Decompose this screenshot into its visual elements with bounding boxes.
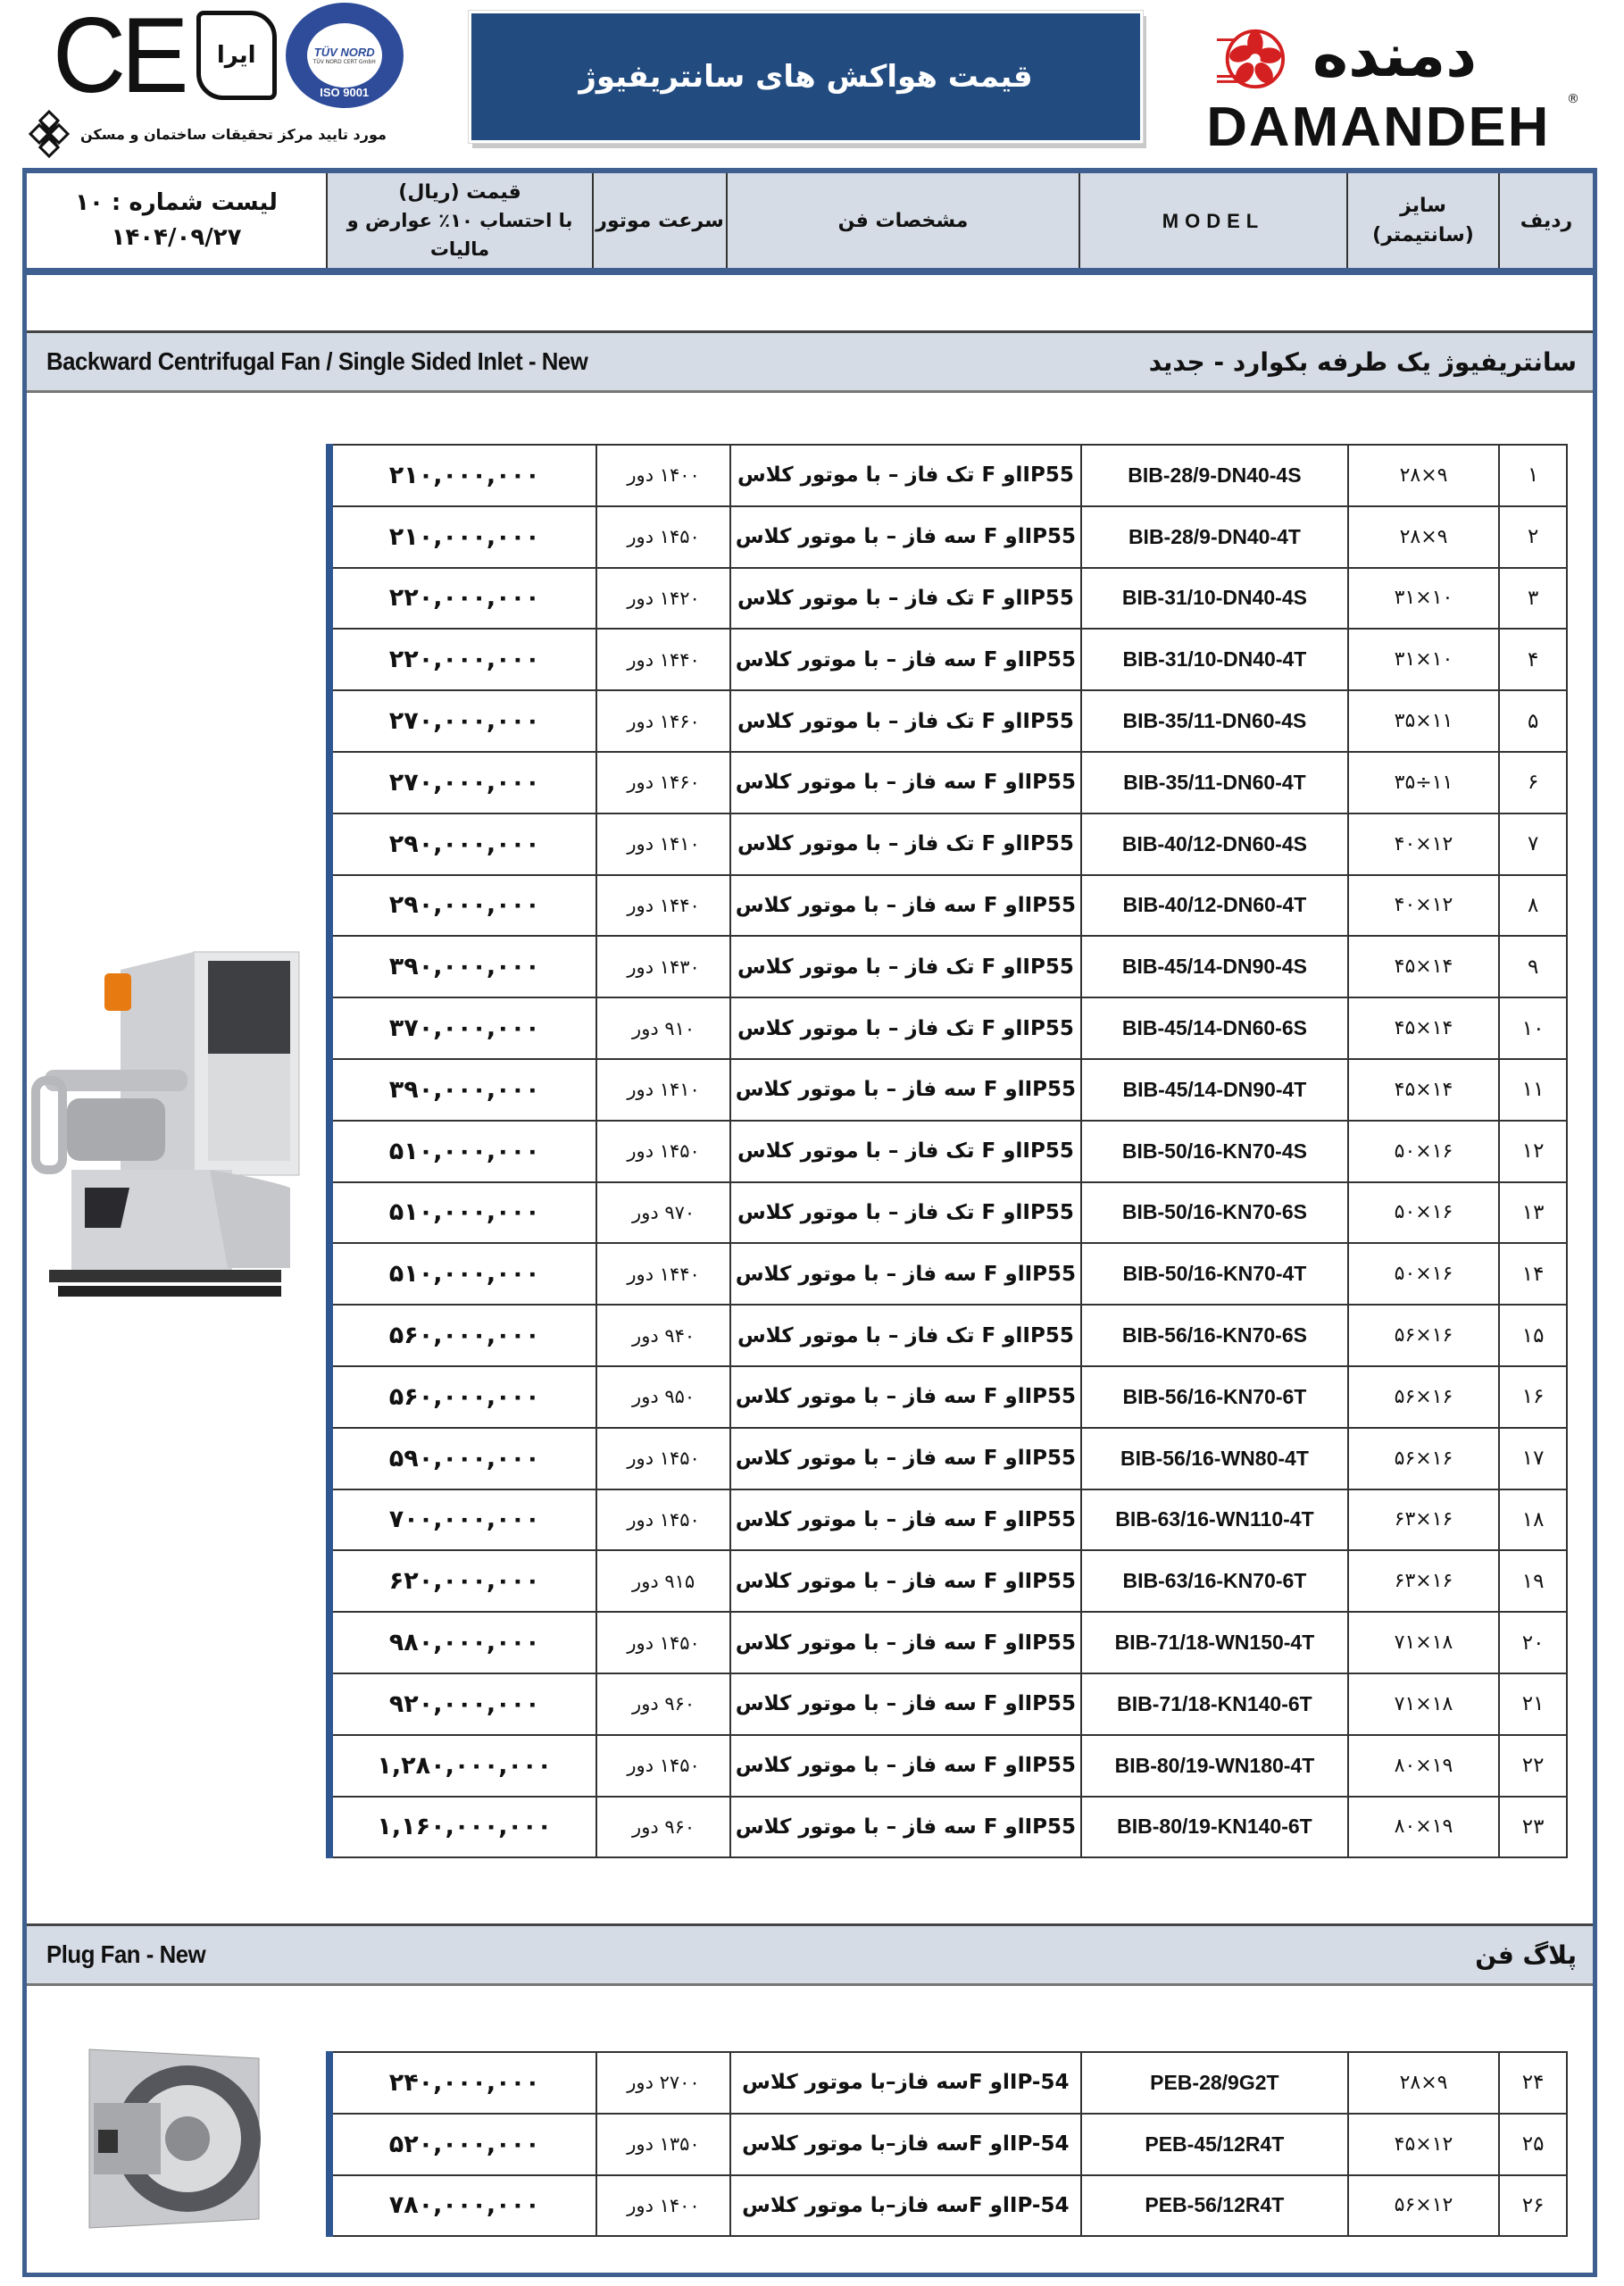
list-number: لیست شماره : ۱۰ [75, 189, 278, 216]
model-cell: BIB-28/9-DN40-4S [1081, 445, 1348, 506]
column-header-speed: سرعت موتور [592, 173, 726, 268]
model-cell: BIB-50/16-KN70-6S [1081, 1182, 1348, 1244]
model-cell: BIB-56/16-WN80-4T [1081, 1428, 1348, 1489]
price-cell: ۲۹۰,۰۰۰,۰۰۰ [329, 813, 596, 875]
motor-speed-cell: ۱۴۰۰ دور [596, 2175, 729, 2237]
section-title-fa: پلاگ فن [1475, 1940, 1577, 1970]
row-number-cell: ۲۳ [1499, 1797, 1567, 1858]
tuv-sub-text: TÜV NORD CERT GmbH [312, 59, 376, 65]
list-date: ۱۴۰۴/۰۹/۲۷ [111, 224, 242, 251]
fan-spec-cell: IP55او F تک فاز – با موتور کلاس [730, 1305, 1081, 1366]
fan-spec-cell: IP55او F تک فاز – با موتور کلاس [730, 1121, 1081, 1182]
fan-spec-cell: IP55او F سه فاز – با موتور کلاس [730, 1612, 1081, 1673]
registered-mark: ® [1567, 92, 1579, 106]
price-cell: ۲۲۰,۰۰۰,۰۰۰ [329, 568, 596, 630]
row-number-cell: ۶ [1499, 752, 1567, 813]
size-cell: ۶۳×۱۶ [1348, 1550, 1499, 1612]
price-cell: ۵۱۰,۰۰۰,۰۰۰ [329, 1121, 596, 1182]
table-row [329, 1121, 1567, 1182]
price-cell: ۲۷۰,۰۰۰,۰۰۰ [329, 752, 596, 813]
size-cell: ۳۵÷۱۱ [1348, 752, 1499, 813]
table-row [329, 813, 1567, 875]
table-row [329, 1489, 1567, 1551]
fan-spec-cell: IP55او F سه فاز – با موتور کلاس [730, 1673, 1081, 1735]
motor-speed-cell: ۹۵۰ دور [596, 1366, 729, 1428]
model-cell: BIB-35/11-DN60-4S [1081, 690, 1348, 752]
table-row [329, 1428, 1567, 1489]
table-row [329, 1735, 1567, 1797]
section-header-backward-fan [27, 330, 1593, 393]
fan-spec-cell: IP55او F تک فاز – با موتور کلاس [730, 813, 1081, 875]
motor-speed-cell: ۹۷۰ دور [596, 1182, 729, 1244]
page-title: قیمت هواکش های سانتریفیوژ [579, 59, 1033, 95]
fan-spec-cell: IP-54او Fسه فاز–با موتور کلاس [730, 2052, 1081, 2114]
price-cell: ۵۱۰,۰۰۰,۰۰۰ [329, 1182, 596, 1244]
fan-spec-cell: IP55او F تک فاز – با موتور کلاس [730, 1182, 1081, 1244]
size-cell: ۴۵×۱۲ [1348, 2114, 1499, 2175]
size-cell: ۴۰×۱۲ [1348, 813, 1499, 875]
ce-mark-icon: CE [52, 0, 184, 115]
row-number-cell: ۱۶ [1499, 1366, 1567, 1428]
table-row [329, 2114, 1567, 2175]
model-cell: BIB-45/14-DN90-4S [1081, 936, 1348, 997]
model-cell: BIB-50/16-KN70-4S [1081, 1121, 1348, 1182]
certification-logos [49, 0, 404, 115]
table-row [329, 1059, 1567, 1121]
plug-fan-price-table [326, 2051, 1568, 2237]
price-cell: ۲۱۰,۰۰۰,۰۰۰ [329, 506, 596, 568]
price-cell: ۵۲۰,۰۰۰,۰۰۰ [329, 2114, 596, 2175]
price-cell: ۳۹۰,۰۰۰,۰۰۰ [329, 1059, 596, 1121]
table-row [329, 1550, 1567, 1612]
size-cell: ۳۱×۱۰ [1348, 629, 1499, 690]
fan-spec-cell: IP55او F سه فاز – با موتور کلاس [730, 1059, 1081, 1121]
table-row [329, 936, 1567, 997]
fan-spec-cell: IP55او F تک فاز – با موتور کلاس [730, 936, 1081, 997]
list-number-cell [27, 173, 326, 268]
row-number-cell: ۳ [1499, 568, 1567, 630]
row-number-cell: ۲۴ [1499, 2052, 1567, 2114]
size-cell: ۴۵×۱۴ [1348, 997, 1499, 1059]
price-cell: ۵۱۰,۰۰۰,۰۰۰ [329, 1243, 596, 1305]
table-row [329, 445, 1567, 506]
motor-speed-cell: ۱۴۴۰ دور [596, 1243, 729, 1305]
table-row [329, 1673, 1567, 1735]
price-cell: ۳۷۰,۰۰۰,۰۰۰ [329, 997, 596, 1059]
table-row [329, 1182, 1567, 1244]
model-cell: BIB-45/14-DN90-4T [1081, 1059, 1348, 1121]
price-cell: ۹۸۰,۰۰۰,۰۰۰ [329, 1612, 596, 1673]
motor-speed-cell: ۱۴۱۰ دور [596, 1059, 729, 1121]
plug-fan-photo [71, 2040, 268, 2237]
section-title-en: Backward Centrifugal Fan / Single Sided Inlet - New [46, 347, 588, 375]
model-cell: PEB-28/9G2T [1081, 2052, 1348, 2114]
fan-spec-cell: IP55او F سه فاز – با موتور کلاس [730, 1735, 1081, 1797]
model-cell: BIB-80/19-KN140-6T [1081, 1797, 1348, 1858]
price-tax-note: با احتساب ۱۰٪ عوارض و مالیات [346, 210, 573, 260]
row-number-cell: ۲۰ [1499, 1612, 1567, 1673]
price-cell: ۶۲۰,۰۰۰,۰۰۰ [329, 1550, 596, 1612]
size-cell: ۵۶×۱۶ [1348, 1366, 1499, 1428]
motor-speed-cell: ۹۴۰ دور [596, 1305, 729, 1366]
size-cell: ۵۶×۱۲ [1348, 2175, 1499, 2237]
fan-spec-cell: IP55او F سه فاز – با موتور کلاس [730, 629, 1081, 690]
size-cell: ۸۰×۱۹ [1348, 1797, 1499, 1858]
price-cell: ۱,۲۸۰,۰۰۰,۰۰۰ [329, 1735, 596, 1797]
fan-spec-cell: IP55او F سه فاز – با موتور کلاس [730, 1797, 1081, 1858]
row-number-cell: ۸ [1499, 875, 1567, 937]
motor-speed-cell: ۱۴۴۰ دور [596, 629, 729, 690]
size-cell: ۴۰×۱۲ [1348, 875, 1499, 937]
model-cell: BIB-31/10-DN40-4S [1081, 568, 1348, 630]
price-cell: ۲۱۰,۰۰۰,۰۰۰ [329, 445, 596, 506]
motor-speed-cell: ۱۴۶۰ دور [596, 690, 729, 752]
bhrc-approval [29, 109, 387, 159]
row-number-cell: ۱۸ [1499, 1489, 1567, 1551]
table-row [329, 568, 1567, 630]
model-cell: BIB-40/12-DN60-4S [1081, 813, 1348, 875]
model-cell: BIB-40/12-DN60-4T [1081, 875, 1348, 937]
fan-logo-icon [1217, 24, 1287, 94]
model-cell: BIB-50/16-KN70-4T [1081, 1243, 1348, 1305]
fan-spec-cell: IP55او F سه فاز – با موتور کلاس [730, 752, 1081, 813]
row-number-cell: ۱۰ [1499, 997, 1567, 1059]
price-cell: ۲۹۰,۰۰۰,۰۰۰ [329, 875, 596, 937]
fan-spec-cell: IP-54او Fسه فاز–با موتور کلاس [730, 2175, 1081, 2237]
size-cell: ۲۸×۹ [1348, 2052, 1499, 2114]
fan-spec-cell: IP55او F سه فاز – با موتور کلاس [730, 1428, 1081, 1489]
backward-fan-price-table [326, 444, 1568, 1858]
model-cell: BIB-56/16-KN70-6S [1081, 1305, 1348, 1366]
table-row [329, 1243, 1567, 1305]
model-cell: BIB-80/19-WN180-4T [1081, 1735, 1348, 1797]
size-cell: ۲۸×۹ [1348, 506, 1499, 568]
table-row [329, 1366, 1567, 1428]
damandeh-logo [1206, 13, 1585, 158]
size-cell: ۴۵×۱۴ [1348, 1059, 1499, 1121]
size-cell: ۲۸×۹ [1348, 445, 1499, 506]
size-cell: ۴۵×۱۴ [1348, 936, 1499, 997]
size-cell: ۷۱×۱۸ [1348, 1673, 1499, 1735]
price-cell: ۵۶۰,۰۰۰,۰۰۰ [329, 1305, 596, 1366]
table-header-row [27, 173, 1593, 275]
section-title-fa: سانتریفیوژ یک طرفه بکوارد - جدید [1148, 346, 1577, 377]
section-title-en: Plug Fan - New [46, 1940, 206, 1968]
table-row [329, 1797, 1567, 1858]
price-cell: ۷۸۰,۰۰۰,۰۰۰ [329, 2175, 596, 2237]
fan-spec-cell: IP55او F سه فاز – با موتور کلاس [730, 1550, 1081, 1612]
model-cell: BIB-28/9-DN40-4T [1081, 506, 1348, 568]
table-row [329, 875, 1567, 937]
table-row [329, 752, 1567, 813]
fan-spec-cell: IP55او F تک فاز – با موتور کلاس [730, 445, 1081, 506]
table-row [329, 2175, 1567, 2237]
size-cell: ۸۰×۱۹ [1348, 1735, 1499, 1797]
tuv-iso-9001-icon [286, 3, 404, 108]
brand-name-fa: دمنده [1312, 21, 1478, 91]
motor-speed-cell: ۹۱۰ دور [596, 997, 729, 1059]
motor-speed-cell: ۱۴۵۰ دور [596, 506, 729, 568]
size-cell: ۵۰×۱۶ [1348, 1243, 1499, 1305]
motor-speed-cell: ۱۴۵۰ دور [596, 1612, 729, 1673]
size-cell: ۷۱×۱۸ [1348, 1612, 1499, 1673]
size-cell: ۶۳×۱۶ [1348, 1489, 1499, 1551]
row-number-cell: ۱۳ [1499, 1182, 1567, 1244]
row-number-cell: ۵ [1499, 690, 1567, 752]
price-cell: ۳۹۰,۰۰۰,۰۰۰ [329, 936, 596, 997]
row-number-cell: ۱۹ [1499, 1550, 1567, 1612]
row-number-cell: ۱۵ [1499, 1305, 1567, 1366]
model-cell: BIB-71/18-KN140-6T [1081, 1673, 1348, 1735]
row-number-cell: ۲۵ [1499, 2114, 1567, 2175]
size-cell: ۳۵×۱۱ [1348, 690, 1499, 752]
motor-speed-cell: ۱۳۵۰ دور [596, 2114, 729, 2175]
table-row [329, 1612, 1567, 1673]
size-cell: ۵۶×۱۶ [1348, 1428, 1499, 1489]
model-cell: BIB-56/16-KN70-6T [1081, 1366, 1348, 1428]
table-row [329, 506, 1567, 568]
fan-spec-cell: IP55او F سه فاز – با موتور کلاس [730, 506, 1081, 568]
row-number-cell: ۹ [1499, 936, 1567, 997]
price-cell: ۷۰۰,۰۰۰,۰۰۰ [329, 1489, 596, 1551]
fan-spec-cell: IP55او F تک فاز – با موتور کلاس [730, 690, 1081, 752]
table-row [329, 690, 1567, 752]
column-header-price: قیمت (ریال) با احتساب ۱۰٪ عوارض و مالیات [326, 173, 592, 268]
price-cell: ۵۶۰,۰۰۰,۰۰۰ [329, 1366, 596, 1428]
fan-spec-cell: IP-54او Fسه فاز–با موتور کلاس [730, 2114, 1081, 2175]
price-cell: ۲۷۰,۰۰۰,۰۰۰ [329, 690, 596, 752]
row-number-cell: ۲ [1499, 506, 1567, 568]
table-row [329, 1305, 1567, 1366]
model-cell: PEB-45/12R4T [1081, 2114, 1348, 2175]
motor-speed-cell: ۱۴۲۰ دور [596, 568, 729, 630]
title-banner [469, 11, 1143, 143]
fan-spec-cell: IP55او F سه فاز – با موتور کلاس [730, 875, 1081, 937]
motor-speed-cell: ۲۷۰۰ دور [596, 2052, 729, 2114]
motor-speed-cell: ۹۶۰ دور [596, 1673, 729, 1735]
motor-speed-cell: ۱۴۴۰ دور [596, 875, 729, 937]
fan-spec-cell: IP55او F تک فاز – با موتور کلاس [730, 997, 1081, 1059]
motor-speed-cell: ۱۴۵۰ دور [596, 1428, 729, 1489]
fan-spec-cell: IP55او F سه فاز – با موتور کلاس [730, 1366, 1081, 1428]
price-cell: ۱,۱۶۰,۰۰۰,۰۰۰ [329, 1797, 596, 1858]
column-header-model: MODEL [1079, 173, 1346, 268]
row-number-cell: ۱ [1499, 445, 1567, 506]
motor-speed-cell: ۱۴۶۰ دور [596, 752, 729, 813]
size-cell: ۵۰×۱۶ [1348, 1121, 1499, 1182]
backward-centrifugal-fan-photo [31, 920, 308, 1304]
tuv-brand-text: TÜV NORD [313, 46, 375, 59]
motor-speed-cell: ۱۴۵۰ دور [596, 1489, 729, 1551]
section-header-plug-fan [27, 1923, 1593, 1986]
motor-speed-cell: ۱۴۵۰ دور [596, 1735, 729, 1797]
row-number-cell: ۲۶ [1499, 2175, 1567, 2237]
tuv-iso-text: ISO 9001 [320, 86, 370, 99]
bhrc-knot-icon [29, 109, 70, 159]
motor-speed-cell: ۱۴۰۰ دور [596, 445, 729, 506]
price-cell: ۵۹۰,۰۰۰,۰۰۰ [329, 1428, 596, 1489]
table-row [329, 997, 1567, 1059]
price-cell: ۲۴۰,۰۰۰,۰۰۰ [329, 2052, 596, 2114]
model-cell: PEB-56/12R4T [1081, 2175, 1348, 2237]
motor-speed-cell: ۹۶۰ دور [596, 1797, 729, 1858]
fan-spec-cell: IP55او F سه فاز – با موتور کلاس [730, 1489, 1081, 1551]
row-number-cell: ۷ [1499, 813, 1567, 875]
row-number-cell: ۲۱ [1499, 1673, 1567, 1735]
model-cell: BIB-35/11-DN60-4T [1081, 752, 1348, 813]
isiri-standard-icon: ایرا [196, 11, 277, 100]
brand-name-en: DAMANDEH [1206, 96, 1551, 158]
row-number-cell: ۲۲ [1499, 1735, 1567, 1797]
motor-speed-cell: ۹۱۵ دور [596, 1550, 729, 1612]
column-header-size: سایز (سانتیمتر) [1346, 173, 1498, 268]
motor-speed-cell: ۱۴۱۰ دور [596, 813, 729, 875]
model-cell: BIB-45/14-DN60-6S [1081, 997, 1348, 1059]
size-cell: ۵۰×۱۶ [1348, 1182, 1499, 1244]
size-cell: ۳۱×۱۰ [1348, 568, 1499, 630]
row-number-cell: ۴ [1499, 629, 1567, 690]
motor-speed-cell: ۱۴۳۰ دور [596, 936, 729, 997]
size-cell: ۵۶×۱۶ [1348, 1305, 1499, 1366]
row-number-cell: ۱۱ [1499, 1059, 1567, 1121]
bhrc-approval-text: مورد تایید مرکز تحقیقات ساختمان و مسکن [80, 125, 387, 143]
model-cell: BIB-31/10-DN40-4T [1081, 629, 1348, 690]
row-number-cell: ۱۷ [1499, 1428, 1567, 1489]
table-row [329, 2052, 1567, 2114]
model-cell: BIB-63/16-WN110-4T [1081, 1489, 1348, 1551]
row-number-cell: ۱۲ [1499, 1121, 1567, 1182]
model-cell: BIB-71/18-WN150-4T [1081, 1612, 1348, 1673]
price-cell: ۲۲۰,۰۰۰,۰۰۰ [329, 629, 596, 690]
column-header-row: ردیف [1498, 173, 1593, 268]
motor-speed-cell: ۱۴۵۰ دور [596, 1121, 729, 1182]
fan-spec-cell: IP55او F تک فاز – با موتور کلاس [730, 568, 1081, 630]
table-row [329, 629, 1567, 690]
fan-spec-cell: IP55او F سه فاز – با موتور کلاس [730, 1243, 1081, 1305]
column-header-spec: مشخصات فن [726, 173, 1079, 268]
price-cell: ۹۲۰,۰۰۰,۰۰۰ [329, 1673, 596, 1735]
page-header [0, 0, 1624, 170]
model-cell: BIB-63/16-KN70-6T [1081, 1550, 1348, 1612]
row-number-cell: ۱۴ [1499, 1243, 1567, 1305]
